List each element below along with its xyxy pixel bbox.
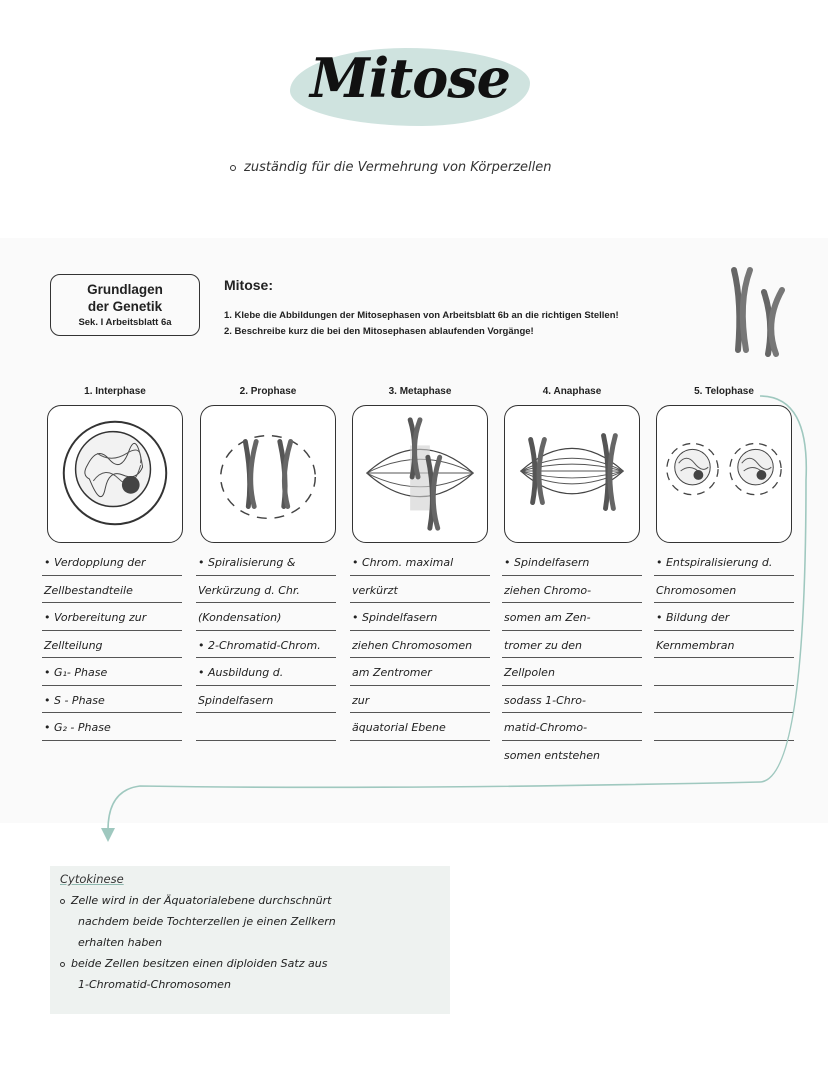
note-line: Chromosomen [654,576,794,604]
note-line: somen entstehen [504,748,600,762]
note-line: • Vorbereitung zur [42,603,182,631]
note-line: ziehen Chromosomen [350,631,490,659]
anaphase-image [504,405,640,543]
note-line: • S - Phase [42,686,182,714]
phase-title-metaphase: 3. Metaphase [388,386,452,397]
note-line: tromer zu den [502,631,642,659]
notes-anaphase [502,548,642,768]
note-line [654,686,794,714]
note-line: • Entspiralisierung d. [654,548,794,576]
cytokinese-line: Zelle wird in der Äquatorialebene durchschnürt [60,890,440,911]
notes-interphase [42,548,182,741]
phase-title-interphase: 1. Interphase [84,386,146,397]
task-2: 2. Beschreibe kurz die bei den Mitosephasen ablaufenden Vorgänge! [224,326,534,337]
note-line: • Ausbildung d. [196,658,336,686]
note-line: • Spiralisierung & [196,548,336,576]
note-line: am Zentromer [350,658,490,686]
cytokinese-line: beide Zellen besitzen einen diploiden Satz aus [60,953,440,974]
note-line: Spindelfasern [196,686,336,714]
note-line [654,658,794,686]
note-line [654,713,794,741]
note-line: somen am Zen- [502,603,642,631]
notes-telophase [654,548,794,741]
note-line: • Verdopplung der [42,548,182,576]
intro-text: zuständig für die Vermehrung von Körperzellen [244,160,552,175]
note-line: sodass 1-Chro- [502,686,642,714]
cytokinese-line: nachdem beide Tochterzellen je einen Zellkern [78,915,336,928]
interphase-image [47,405,183,543]
bullet-icon [230,165,236,171]
prophase-image [200,405,336,543]
note-line: • Chrom. maximal [350,548,490,576]
note-line: • Bildung der [654,603,794,631]
cytokinese-box [50,866,450,1014]
note-line: Zellteilung [42,631,182,659]
note-line: • 2-Chromatid-Chrom. [196,631,336,659]
bullet-icon [60,962,65,967]
metaphase-image [352,405,488,543]
page-title: Mitose [309,46,510,110]
label-line-3: Sek. I Arbeitsblatt 6a [78,317,172,328]
label-line-2: der Genetik [87,299,163,314]
cytokinese-title: Cytokinese [60,872,124,886]
phase-title-prophase: 2. Prophase [239,386,297,397]
notes-prophase [196,548,336,741]
note-line: • G₂ - Phase [42,713,182,741]
note-line: Zellpolen [502,658,642,686]
task-1: 1. Klebe die Abbildungen der Mitosephasen von Arbeitsblatt 6b an die richtigen Stellen! [224,310,619,321]
cytokinese-line: erhalten haben [78,936,163,949]
notes-metaphase [350,548,490,741]
note-line: matid-Chromo- [502,713,642,741]
note-line: Kernmembran [654,631,794,659]
note-line: • Spindelfasern [350,603,490,631]
note-line: zur [350,686,490,714]
worksheet-heading: Mitose: [224,277,273,293]
note-line: Zellbestandteile [42,576,182,604]
worksheet-label [50,274,200,336]
cytokinese-line: 1-Chromatid-Chromosomen [78,978,231,991]
phase-title-anaphase: 4. Anaphase [542,386,602,397]
note-line: • Spindelfasern [502,548,642,576]
note-line: verkürzt [350,576,490,604]
bullet-icon [60,899,65,904]
note-line: • G₁- Phase [42,658,182,686]
telophase-image [656,405,792,543]
phase-title-telophase: 5. Telophase [694,386,754,397]
label-line-1: Grundlagen [87,282,163,297]
title-block [290,40,530,130]
intro-line [230,160,552,175]
chromosome-icon [712,262,792,362]
note-line: (Kondensation) [196,603,336,631]
note-line: Verkürzung d. Chr. [196,576,336,604]
note-line: äquatorial Ebene [350,713,490,741]
note-line [196,713,336,741]
note-line: ziehen Chromo- [502,576,642,604]
